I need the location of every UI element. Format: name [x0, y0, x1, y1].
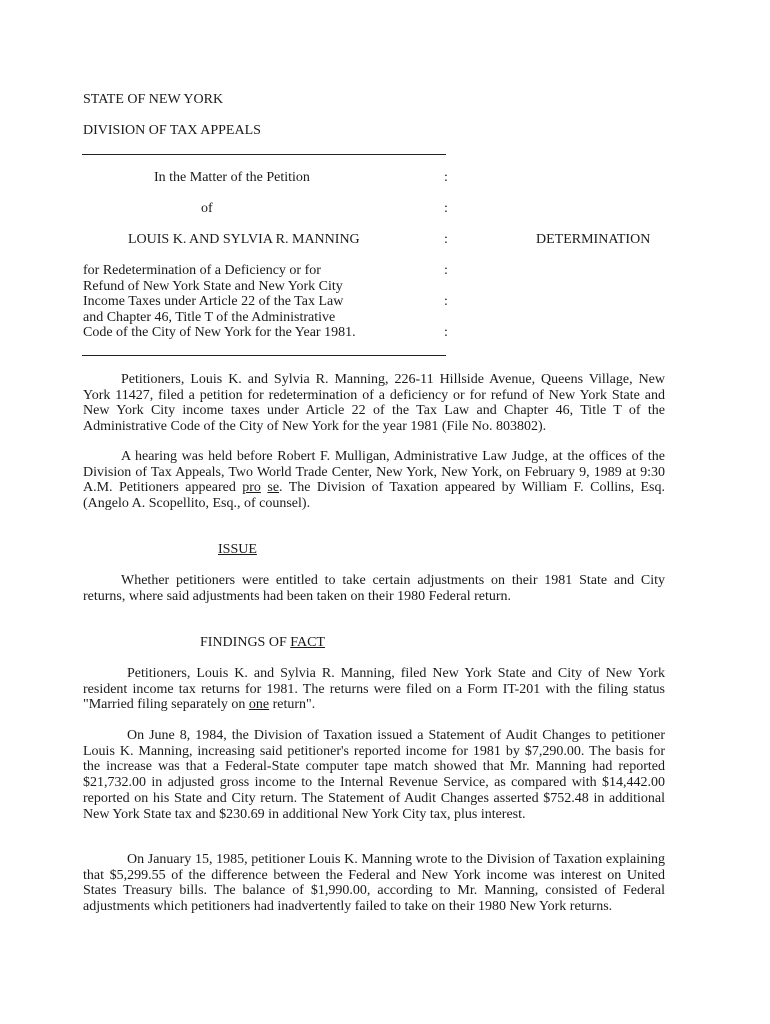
caption-matter: In the Matter of the Petition — [154, 170, 310, 185]
state-heading: STATE OF NEW YORK — [83, 92, 224, 107]
opening-paragraph-text: Petitioners, Louis K. and Sylvia R. Manning, 226-11 Hillside Avenue, Queens Village, New York 11427, filed a petition for redetermination of a deficiency or for refund of New York State and New York City income taxes under Article 22 of the Tax Law and Chapter 46, Title T of the Administrative Code of the City of New York for the year 1981 (File No. 803802). — [83, 372, 665, 435]
caption-colon: : — [444, 263, 448, 278]
caption-purpose — [83, 263, 356, 341]
fact-1-text-b: return". — [269, 697, 316, 713]
fact-paragraph-2 — [83, 728, 665, 822]
caption-colon: : — [444, 325, 448, 340]
se-term: se — [267, 480, 280, 496]
issue-text: Whether petitioners were entitled to take certain adjustments on their 1981 State and City returns, where said adjustments had been taken on their 1980 Federal return. — [83, 573, 665, 604]
division-heading: DIVISION OF TAX APPEALS — [83, 123, 261, 138]
caption-bottom-rule — [82, 355, 446, 356]
caption-determination: DETERMINATION — [536, 232, 651, 247]
issue-paragraph — [83, 573, 665, 604]
fact-paragraph-3 — [83, 852, 665, 915]
caption-petitioners: LOUIS K. AND SYLVIA R. MANNING — [128, 232, 360, 247]
caption-purpose-line: for Redetermination of a Deficiency or for — [83, 263, 321, 278]
hearing-paragraph — [83, 449, 665, 512]
findings-heading — [200, 635, 325, 651]
fact-1-text-a: Petitioners, Louis K. and Sylvia R. Manning, filed New York State and City of New York resident income tax returns for 1981. The returns were filed on a Form IT-201 with the filing status "Married filing separately on — [83, 666, 665, 713]
fact-3-text: On January 15, 1985, petitioner Louis K. Manning wrote to the Division of Taxation explaining that $5,299.55 of the difference between the Federal and New York income was interest on United States Treasury bills. The balance of $1,990.00, according to Mr. Manning, consisted of Federal adjustments which petitioners had inadvertently failed to take on their 1980 New York returns. — [83, 852, 665, 915]
hearing-text-b: . The Division of Taxation appeared by William F. Collins, Esq. (Angelo A. Scopellito, Esq., of counsel). — [83, 480, 665, 512]
opening-paragraph — [83, 372, 665, 435]
caption-purpose-line: Refund of New York State and New York City — [83, 278, 343, 294]
caption-top-rule — [82, 154, 446, 155]
caption-colon: : — [444, 170, 448, 185]
findings-heading-text-a: FINDINGS OF — [200, 635, 291, 650]
caption-purpose-line: Code of the City of New York for the Year 1981. — [83, 325, 356, 340]
caption-purpose-line: Income Taxes under Article 22 of the Tax Law — [83, 294, 344, 309]
issue-heading — [218, 542, 257, 558]
caption-purpose-line: and Chapter 46, Title T of the Administrative — [83, 309, 336, 325]
caption-colon: : — [444, 294, 448, 309]
caption-of: of — [201, 201, 213, 216]
caption-colon: : — [444, 201, 448, 216]
hearing-text-a: A hearing was held before Robert F. Mulligan, Administrative Law Judge, at the offices of the Division of Tax Appeals, Two World Trade Center, New York, New York, on February 9, 1989 at 9:30 A.M. Petitioners appeared — [83, 449, 665, 496]
pro-term: pro — [242, 480, 261, 496]
issue-heading-text: ISSUE — [218, 542, 257, 557]
caption-colon: : — [444, 232, 448, 247]
fact-2-text: On June 8, 1984, the Division of Taxation issued a Statement of Audit Changes to petitioner Louis K. Manning, increasing said petitioner's reported income for 1981 by $7,290.00. The basis for the increase was that a Federal-State computer tape match showed that Mr. Manning had reported $21,732.00 in adjusted gross income to the Internal Revenue Service, as compared with $14,442.00 reported on his State and City return. The Statement of Audit Changes asserted $752.48 in additional New York State tax and $230.69 in additional New York City tax, plus interest. — [83, 728, 665, 822]
findings-heading-text-b: FACT — [290, 635, 325, 650]
fact-1-one: one — [248, 697, 270, 713]
fact-paragraph-1 — [83, 666, 665, 713]
